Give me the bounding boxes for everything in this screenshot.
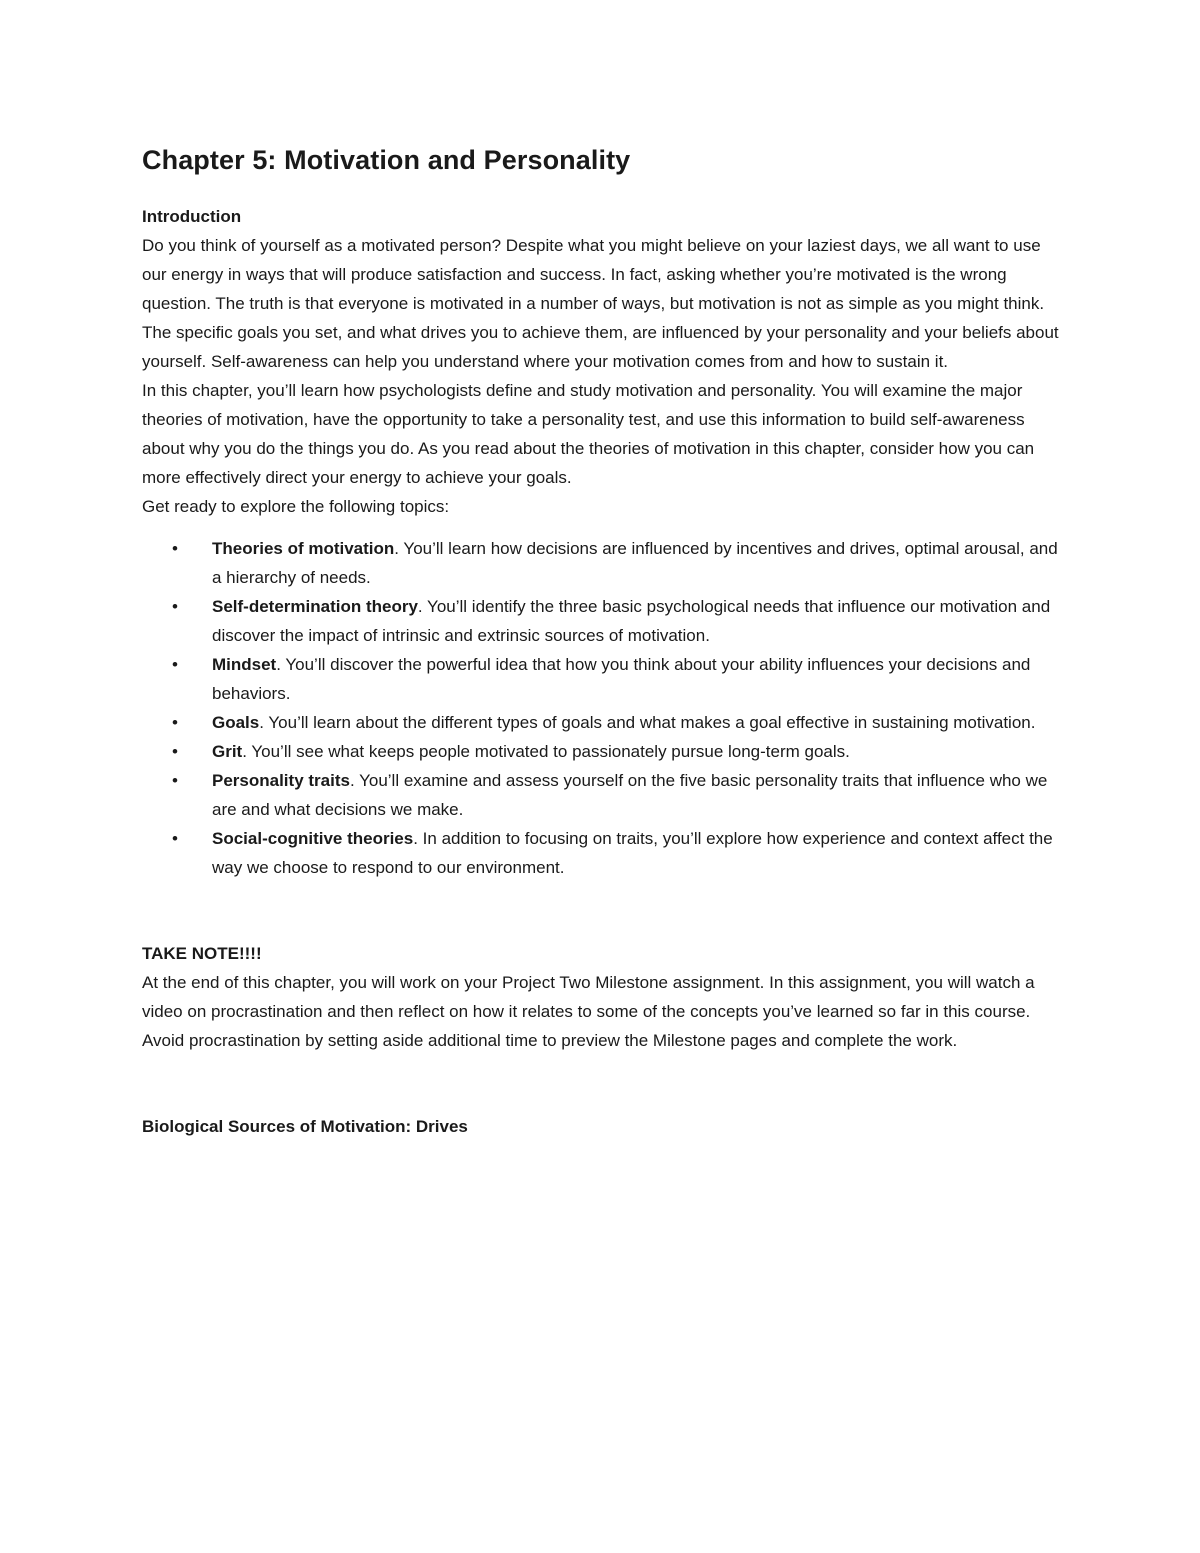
topic-text: . In addition to focusing on traits, you’ll explore how experience and context affect the way we choose to respond to our environment. <box>212 829 1053 877</box>
list-item <box>142 708 1062 737</box>
bullet-icon: • <box>172 713 178 732</box>
topic-term: Social-cognitive theories <box>212 829 414 848</box>
chapter-title: Chapter 5: Motivation and Personality <box>142 145 631 175</box>
topic-text: . You’ll see what keeps people motivated to passionately pursue long-term goals. <box>242 742 850 761</box>
biological-sources-heading: Biological Sources of Motivation: Drives <box>142 1117 468 1136</box>
bullet-icon: • <box>172 539 178 558</box>
document-page <box>142 140 1062 1141</box>
topics-intro: Get ready to explore the following topics: <box>142 497 450 516</box>
intro-paragraph: Do you think of yourself as a motivated person? Despite what you might believe on your laziest days, we all want to use our energy in ways that will produce satisfaction and success. In fact, asking whether you’re motivated is the wrong question. The truth is that everyone is motivated in a number of ways, but motivation is not as simple as you might think. The specific goals you set, and what drives you to achieve them, are influenced by your personality and your beliefs about yourself. Self-awareness can help you understand where your motivation comes from and how to sustain it. <box>142 236 1059 371</box>
topic-text: . You’ll examine and assess yourself on the five basic personality traits that influence who we are and what decisions we make. <box>212 771 1048 819</box>
topic-term: Mindset <box>212 655 277 674</box>
take-note-paragraph: At the end of this chapter, you will work on your Project Two Milestone assignment. In this assignment, you will watch a video on procrastination and then reflect on how it relates to some of the concepts you’ve learned so far in this course. Avoid procrastination by setting aside additional time to preview the Milestone pages and complete the work. <box>142 973 1035 1050</box>
list-item <box>142 592 1062 650</box>
bullet-icon: • <box>172 597 178 616</box>
topic-text: . You’ll discover the powerful idea that how you think about your ability influences your decisions and behaviors. <box>212 655 1031 703</box>
topic-text: . You’ll learn how decisions are influenced by incentives and drives, optimal arousal, and a hierarchy of needs. <box>212 539 1058 587</box>
bullet-icon: • <box>172 655 178 674</box>
bullet-icon: • <box>172 829 178 848</box>
list-item <box>142 534 1062 592</box>
topic-text: . You’ll learn about the different types of goals and what makes a goal effective in sustaining motivation. <box>259 713 1036 732</box>
bullet-icon: • <box>172 742 178 761</box>
topic-term: Theories of motivation <box>212 539 395 558</box>
topic-term: Goals <box>212 713 260 732</box>
topic-term: Self-determination theory <box>212 597 418 616</box>
topic-term: Personality traits <box>212 771 350 790</box>
chapter-overview-paragraph: In this chapter, you’ll learn how psychologists define and study motivation and personality. You will examine the major theories of motivation, have the opportunity to take a personality test, and use this information to build self-awareness about why you do the things you do. As you read about the theories of motivation in this chapter, consider how you can more effectively direct your energy to achieve your goals. <box>142 381 1035 487</box>
topic-term: Grit <box>212 742 243 761</box>
list-item <box>142 824 1062 882</box>
topics-list <box>142 534 1062 882</box>
topic-text: . You’ll identify the three basic psychological needs that influence our motivation and discover the impact of intrinsic and extrinsic sources of motivation. <box>212 597 1051 645</box>
list-item <box>142 650 1062 708</box>
list-item <box>142 737 1062 766</box>
introduction-heading: Introduction <box>142 207 242 226</box>
take-note-heading: TAKE NOTE!!!! <box>142 944 262 963</box>
bullet-icon: • <box>172 771 178 790</box>
list-item <box>142 766 1062 824</box>
